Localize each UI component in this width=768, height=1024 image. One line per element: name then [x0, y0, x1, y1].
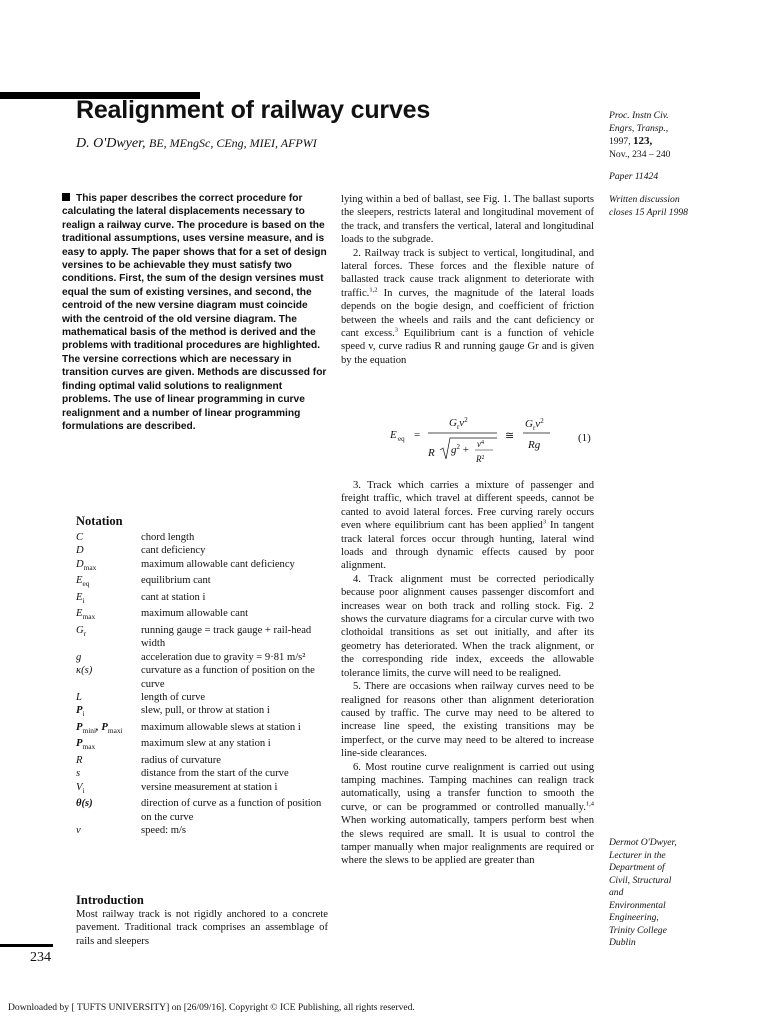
notation-item [76, 704, 328, 721]
notation-item [76, 737, 328, 754]
notation-item [76, 781, 328, 798]
discussion-note: Written discussion closes 15 April 1998 [609, 194, 688, 218]
abstract [62, 192, 327, 433]
notation-definition: maximum allowable cant [141, 608, 249, 620]
page-title: Realignment of railway curves [76, 96, 431, 124]
notation-symbol: D [76, 545, 84, 557]
notation-definition: maximum allowable cant deficiency [141, 558, 295, 570]
notation-definition: running gauge = track gauge + rail-head width [141, 624, 312, 650]
notation-symbol: $E_{max}$ [76, 608, 96, 622]
introduction-section [76, 893, 328, 948]
notation-item [76, 651, 328, 664]
notation-item [76, 591, 328, 608]
svg-text:g2 +: $g^2$ + [451, 443, 469, 456]
notation-item [76, 624, 328, 651]
notation-symbol: $G_r$ [76, 624, 87, 638]
svg-text:R2: $R^2$ [476, 454, 485, 464]
paragraph-2: 2. Railway track is subject to vertical, longitudinal, and lateral forces. These forces and the flexible nature of ballasted track cause track alignment to deteriorate with traffic.$^{1,2}$ In curves, the magnitude of the lateral loads depends on the bogie design, and coefficient of friction between the wheels and rails and the cant deficiency or cant excess.$^3$ Equilibrium cant is a function of vehicle speed v, curve radius R and running gauge Gr and is given by the equation [341, 247, 594, 366]
notation-symbol: L [76, 691, 82, 703]
body-column-bottom [341, 479, 594, 868]
notation-symbol: $E_i$ [76, 591, 85, 605]
notation-symbol: $V_i$ [76, 781, 85, 795]
svg-text:=: = [414, 429, 421, 441]
notation-symbol: $P_{max}$ [76, 738, 96, 752]
abstract-text: This paper describes the correct procedure for calculating the lateral displacements necessary to realign a railway curve. The procedure is based on the traditional assumptions, uses versine measure, and is easy to apply. The paper shows that for a set of design versines to be achievable they must satisfy two conditions. First, the sum of the design versines must equal the sum of existing versines, and second, the centroid of the new versine diagram must coincide with the centroid of the old versine diagram. The mathematical basis of the method is derived and the problems with traditional procedures are highlighted. The versine corrections which are necessary in transition curves are given. Methods are discussed for finding optimal valid solutions to realignment problems. The use of linear programming in curve realignment and a number of linear programming formulations are described. [62, 193, 327, 432]
page-number-rule [0, 944, 53, 947]
notation-definition: equilibrium cant [141, 575, 211, 587]
paragraph-4: 4. Track alignment must be corrected periodically because poor alignment causes passenger discomfort and increases wear on both track and rolling stock. Fig. 2 shows the curvature diagrams for a circular curve with two clothoidal transitions as set out initially, and after its geometry has deteriorated. When the track alignment, or the corresponding ride index, exceeds the allowable tolerance limits, the curve will need to be realigned. [341, 573, 594, 679]
equation-approx: ≅ [505, 430, 515, 442]
notation-definition: maximum slew at any station i [141, 738, 271, 750]
notation-heading: Notation [76, 514, 123, 528]
notation-definition: curvature as a function of position on the curve [141, 665, 315, 690]
notation-symbol: g [76, 651, 82, 663]
notation-item [76, 691, 328, 704]
equation-rhs-denominator: Rg [528, 439, 541, 451]
notation-item [76, 797, 328, 824]
notation-item [76, 664, 328, 691]
notation-item [76, 531, 328, 544]
body-column-top [341, 193, 594, 367]
equation-lhs-sub: eq [398, 435, 405, 443]
notation-definition: acceleration due to gravity = 9·81 m/s² [141, 651, 306, 663]
notation-symbol: R [76, 754, 83, 766]
notation-item [76, 754, 328, 767]
notation-symbol: s [76, 768, 81, 780]
notation-definition: versine measurement at station i [141, 781, 278, 793]
notation-symbol: $D_{max}$ [76, 558, 97, 572]
notation-item [76, 824, 328, 837]
notation-item [76, 721, 328, 738]
notation-definition: direction of curve as a function of position on the curve [141, 798, 322, 823]
introduction-text: Most railway track is not rigidly anchored to a concrete pavement. Traditional track comprises an assemblage of rails and sleepers [76, 909, 328, 947]
journal-reference: Proc. Instn Civ. Engrs, Transp., 1997, 123, Nov., 234 – 240 [609, 110, 671, 160]
notation-item [76, 574, 328, 591]
notation-symbol: $E_{eq}$ [76, 575, 90, 589]
page-number: 234 [30, 950, 51, 965]
notation-symbol: C [76, 532, 84, 543]
notation-symbol: v [76, 825, 81, 836]
paragraph-5: 5. There are occasions when railway curves need to be realigned for reasons other than alignment deterioration caused by traffic. The curve may need to be altered to increase line speed, the existing transitions may be imperfect, or the curve may need to be altered to increase line-side clearances. [341, 681, 594, 760]
author-affiliation: Dermot O'Dwyer, Lecturer in the Department of Civil, Structural and Environmental Engineering, Trinity College Dublin [609, 837, 677, 948]
notation-section [76, 514, 328, 837]
bullet-square-icon [62, 193, 70, 201]
download-footer: Downloaded by [ TUFTS UNIVERSITY] on [26/09/16]. Copyright © ICE Publishing, all rights reserved. [8, 1002, 415, 1013]
equation-numerator: $G_rv^2$ [449, 416, 468, 431]
notation-symbol: θ(s) [76, 798, 93, 810]
equation-lhs: E [390, 429, 397, 441]
notation-symbol: $P_{mini}$, $P_{maxi}$ [76, 721, 123, 735]
notation-symbol: κ(s) [76, 665, 93, 677]
svg-text:v4: $v^4$ [477, 439, 484, 449]
introduction-heading: Introduction [76, 893, 144, 907]
author-name: D. O'Dwyer, [76, 136, 146, 151]
notation-definition: speed: m/s [141, 825, 187, 836]
paragraph-3: 3. Track which carries a mixture of passenger and freight traffic, which travel at different speeds, cannot be canted to avoid lateral forces. Free curving rarely occurs even where equilibrium cant has been applied$^3$ In tangent track lateral forces occur through hunting, lateral wind loads and through dynamic effects caused by poor alignment. [341, 480, 594, 572]
notation-definition: slew, pull, or throw at station i [141, 705, 270, 717]
notation-definition: cant deficiency [141, 545, 206, 557]
paper-number: Paper 11424 [609, 171, 659, 182]
notation-definition: chord length [141, 532, 195, 543]
notation-definition: cant at station i [141, 591, 206, 603]
notation-item [76, 607, 328, 624]
notation-definition: radius of curvature [141, 754, 222, 766]
paragraph-1: lying within a bed of ballast, see Fig. 1. The ballast suports the sleepers, restricts lateral and longitudinal movement of the track, and transfers the vertical, lateral and longitudinal loads to the subgrade. [341, 194, 594, 246]
notation-definition: length of curve [141, 691, 206, 703]
notation-item [76, 544, 328, 557]
paragraph-6: 6. Most routine curve realignment is carried out using tamping machines. Tamping machines can realign track automatically, using a transfer function to smooth the curve, or can be programmed or controlled manually.$^{1,4}$ When working automatically, tampers perform best when the slews required are small. It is usual to control the tamper manually when major realignments are required or where the slews to be applied are greater than [341, 761, 594, 867]
notation-list [76, 531, 328, 837]
notation-definition: distance from the start of the curve [141, 768, 289, 780]
notation-item [76, 558, 328, 575]
notation-item [76, 767, 328, 780]
equation-rhs-numerator: $G_rv^2$ [525, 417, 544, 432]
author-qualifications: BE, MEngSc, CEng, MIEI, AFPWI [149, 136, 317, 150]
equation-1 [360, 411, 594, 473]
equation-den-r: R [428, 447, 435, 459]
notation-definition: maximum allowable slews at station i [141, 721, 301, 733]
notation-symbol: $P_i$ [76, 705, 85, 719]
equation-number: (1) [578, 432, 591, 444]
author-line [76, 136, 317, 152]
